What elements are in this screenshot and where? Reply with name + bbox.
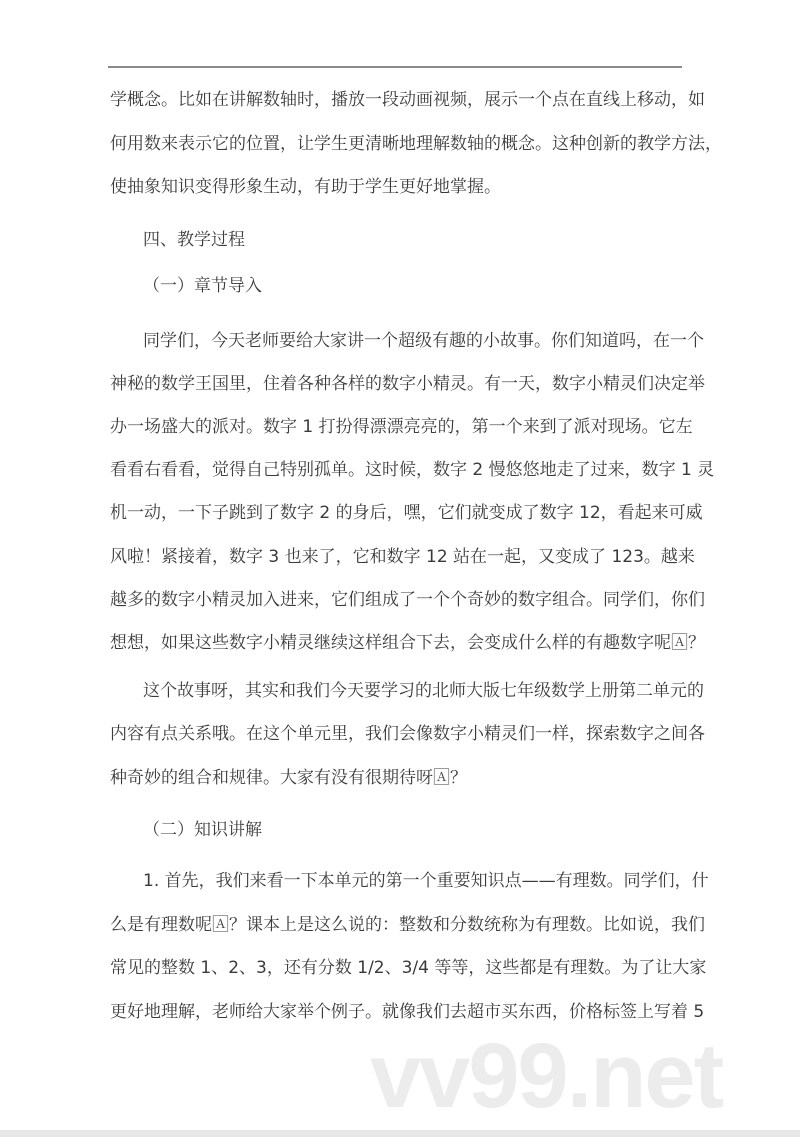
paragraph-line: 何用数来表示它的位置，让学生更清晰地理解数轴的概念。这种创新的教学方法， [110, 134, 722, 154]
header-rule [108, 66, 682, 68]
paragraph-line: 神秘的数学王国里，住着各种各样的数字小精灵。有一天，数字小精灵们决定举 [110, 374, 705, 394]
paragraph-line: 内容有点关系哦。在这个单元里，我们会像数字小精灵们一样，探索数字之间各 [110, 724, 705, 744]
paragraph-line: 越多的数字小精灵加入进来，它们组成了一个个奇妙的数字组合。同学们，你们 [110, 590, 705, 610]
page-bottom-edge [0, 1130, 800, 1137]
paragraph-line: 么是有理数呢🄰？课本上是这么说的：整数和分数统称为有理数。比如说，我们 [110, 915, 705, 935]
paragraph-line: 同学们，今天老师要给大家讲一个超级有趣的小故事。你们知道吗，在一个 [143, 331, 704, 351]
paragraph-line: 看看右看看，觉得自己特别孤单。这时候，数字 2 慢悠悠地走了过来，数字 1 灵 [110, 460, 715, 480]
section-heading: （一）章节导入 [143, 276, 262, 296]
paragraph-line: 使抽象知识变得形象生动，有助于学生更好地掌握。 [110, 177, 501, 197]
paragraph-line: 办一场盛大的派对。数字 1 打扮得漂漂亮亮的，第一个来到了派对现场。它左 [110, 417, 693, 437]
paragraph-line: 这个故事呀，其实和我们今天要学习的北师大版七年级数学上册第二单元的 [143, 681, 704, 701]
paragraph-line: 风啦！紧接着，数字 3 也来了，它和数字 12 站在一起，又变成了 123。越来 [110, 547, 695, 567]
paragraph-line: 更好地理解，老师给大家举个例子。就像我们去超市买东西，价格标签上写着 5 [110, 1002, 705, 1022]
paragraph-line: 种奇妙的组合和规律。大家有没有很期待呀🄰？ [110, 768, 467, 788]
section-heading: （二）知识讲解 [143, 820, 262, 840]
section-heading: 四、教学过程 [143, 230, 245, 250]
paragraph-line: 1. 首先，我们来看一下本单元的第一个重要知识点——有理数。同学们，什 [143, 871, 709, 891]
paragraph-line: 机一动，一下子跳到了数字 2 的身后，嘿，它们就变成了数字 12，看起来可威 [110, 503, 703, 523]
paragraph-line: 想想，如果这些数字小精灵继续这样组合下去，会变成什么样的有趣数字呢🄰？ [110, 633, 705, 653]
watermark: vv99.net [370, 1025, 723, 1127]
paragraph-line: 常见的整数 1、2、3，还有分数 1/2、3/4 等等，这些都是有理数。为了让大家 [110, 958, 707, 978]
paragraph-line: 学概念。比如在讲解数轴时，播放一段动画视频，展示一个点在直线上移动，如 [110, 90, 705, 110]
